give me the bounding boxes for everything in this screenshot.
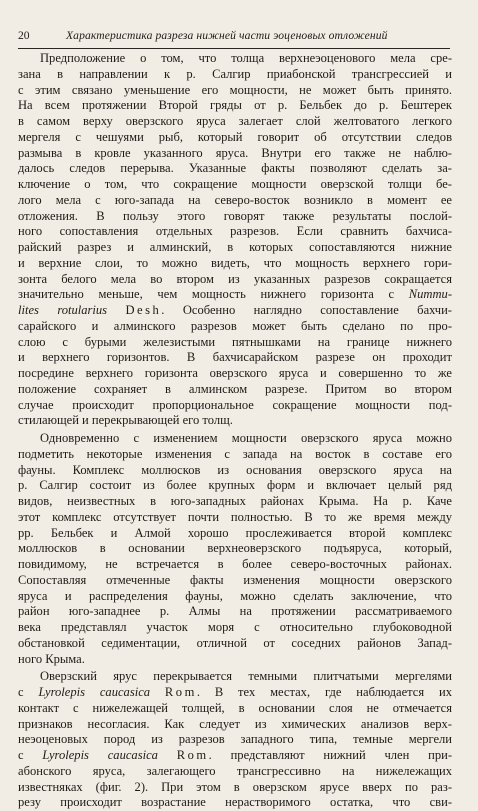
text-line: размыва в кровле указанного яруса. Внутри его также не наблю- — [18, 145, 452, 160]
text-line: ключение о том, что сокращение мощности оверзской толщи бе- — [18, 177, 452, 191]
text-line: ного сопоставления отдельных разрезов. Если сравнить бахчиса- — [18, 224, 452, 239]
text-line: положение сохраняет в алминском разрезе. Притом во втором — [18, 381, 452, 396]
text-line: На всем протяжении Второй гряды от р. Бельбек до р. Бештерек — [18, 98, 452, 113]
text-line: Предположение о том, что толща верхнеэоценового мела сре- — [40, 51, 452, 65]
text-line: lites rotularius Desh. Особенно наглядно сопоставление бахчи- — [18, 303, 452, 317]
text-line: века представлял участок моря с относительно глубоководной — [18, 620, 452, 634]
text-line: Одновременно с изменением мощности оверзского яруса можно — [40, 431, 452, 445]
text-line: стилающей и перекрывающей его толщ. — [18, 413, 233, 428]
text-line: с Lyrolepis caucasica Rom. В тех местах, где наблюдается их — [18, 685, 452, 699]
text-line: посредине верхнего горизонта оверзского яруса и совершенно то же — [18, 366, 452, 380]
text-line: случае происходит пропорциональное сокращение мощности под- — [18, 397, 452, 412]
text-line: с Lyrolepis caucasica Rom. представляют нижний член при- — [18, 748, 452, 762]
text-line: признаков несогласия. Как следует из химических анализов верх- — [18, 716, 452, 731]
text-line: ного Крыма. — [18, 651, 85, 666]
text-line: известняках (фиг. 2). При этом в оверзском ярусе вверх по раз- — [18, 779, 452, 794]
text-line: обстановкой седиментации, отличной от соседних районов Запад- — [18, 635, 452, 650]
text-line: повидимому, не встречается в более северо-восточных районах. — [18, 557, 452, 571]
text-line: сарайского и алминского разрезов может быть сделано по про- — [18, 318, 452, 333]
text-line: неэоценовых пород из разрезов западного типа, темные мергели — [18, 732, 452, 747]
text-line: райский разрез и алминский, в которых сопоставляются нижние — [18, 240, 452, 254]
text-line: р. Салгир состоит из более крупных форм и включает целый ряд — [18, 478, 452, 493]
text-line: Оверзский ярус перекрывается темными плитчатыми мергелями — [40, 669, 452, 684]
text-line: далось следов перерыва. Указанные факты позволяют сделать за- — [18, 161, 452, 176]
text-line: район юго-западнее р. Алмы на протяжении рассматриваемого — [18, 604, 452, 619]
text-line: Сопоставляя отмеченные факты изменения мощности оверзского — [18, 572, 452, 587]
text-line: подметить некоторые изменения с запада на восток в составе его — [18, 446, 452, 461]
paragraph — [18, 431, 452, 667]
text-line: этот комплекс отсутствует почти полностью. В то же время между — [18, 509, 452, 524]
text-line: яруса и распределения фауны, можно сделать заключение, что — [18, 588, 452, 603]
text-line: слою с бурыми железистыми пятнышками на границе нижнего — [18, 334, 452, 349]
paragraph — [18, 669, 452, 811]
text-line: абонского яруса, залегающего трансгрессивно на нижележащих — [18, 763, 452, 778]
text-line: контакт с нижележащей толщей, в основании слоя не отмечается — [18, 700, 452, 715]
text-line: резу происходит возрастание нерастворимого остатка, что сви- — [18, 795, 452, 810]
page-header — [18, 28, 450, 44]
text-line: мергеля с чешуями рыб, который говорит об отсутствии следов — [18, 129, 452, 144]
text-line: лого мела с юго-запада на северо-восток возникло в момент ее — [18, 192, 452, 207]
body-text — [18, 51, 452, 811]
text-line: фауны. Комплекс моллюсков из основания оверзского яруса на — [18, 462, 452, 477]
text-line: отложения. В пользу этого говорят также результаты послой- — [18, 208, 452, 223]
text-line: моллюсков в основании верхнеоверзского подъяруса, который, — [18, 541, 452, 556]
text-line: и верхнего горизонтов. В бахчисарайском разрезе он проходит — [18, 350, 452, 365]
text-line: в самом верху оверзского яруса залегает слой желтоватого легкого — [18, 114, 452, 128]
text-line: зонта белого мела во втором из указанных разрезов сокращается — [18, 271, 452, 286]
text-line: и верхние слои, то можно видеть, что мощность верхнего гори- — [18, 255, 452, 270]
text-line: видов, неизвестных в юго-западных районах Крыма. На р. Каче — [18, 494, 452, 508]
text-line: значительно меньше, чем мощность нижнего горизонта с Nummu- — [18, 287, 452, 302]
page-number: 20 — [18, 29, 30, 42]
paragraph — [18, 51, 452, 429]
text-line: зана в направлении к р. Салгир приабонской трансгрессией и — [18, 66, 452, 81]
text-line: рр. Бельбек и Алмой хорошо прослеживается второй комплекс — [18, 525, 452, 540]
header-rule — [18, 48, 450, 49]
running-title: Характеристика разреза нижней части эоценовых отложений — [66, 29, 388, 42]
text-line: с этим связано уменьшение его мощности, не может быть принято. — [18, 82, 452, 97]
